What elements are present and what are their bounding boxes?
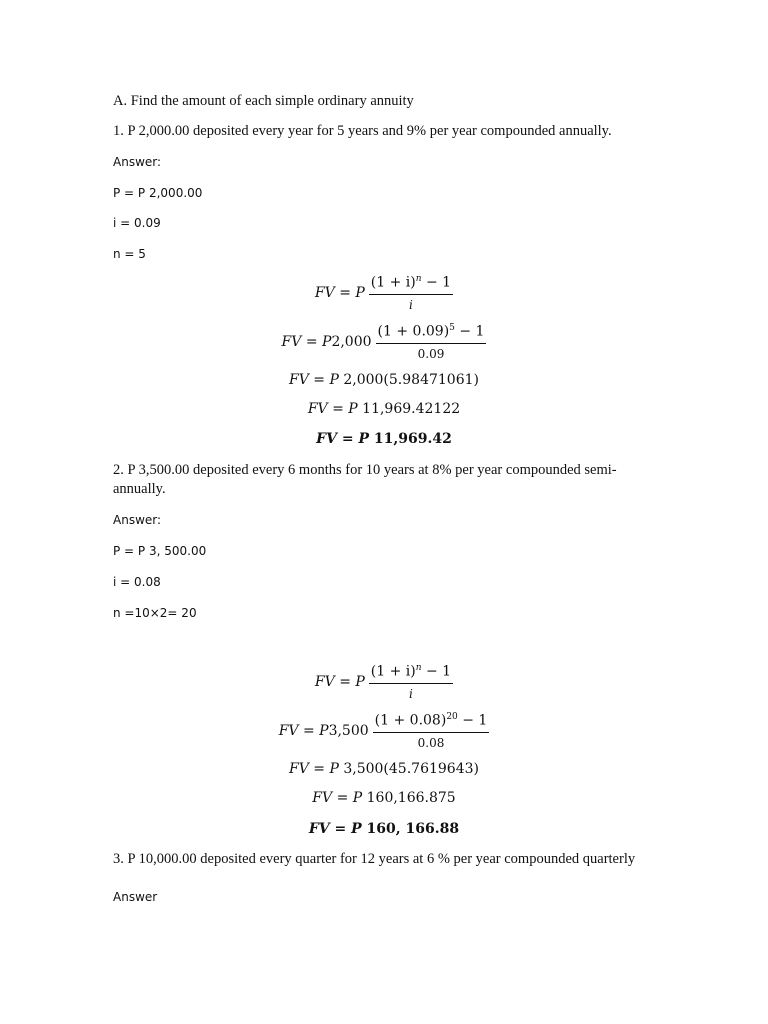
problem-2-step-2 (0, 790, 768, 806)
formula-numerator: (1 + i) (370, 274, 416, 291)
step-lhs: FV (289, 761, 309, 777)
problem-2-step-1 (0, 761, 768, 777)
subst-lhs: FV (281, 333, 302, 350)
final-p: P (351, 821, 362, 837)
subst-principal: 2,000 (331, 333, 372, 350)
final-value: 160, 166.88 (361, 821, 460, 837)
equals-sign: = (313, 761, 326, 777)
problem-1-step-2 (0, 401, 768, 417)
problem-3-prompt: 3. P 10,000.00 deposited every quarter for 12 years at 6 % per year compounded quarterly (113, 851, 636, 867)
problem-3-answer-label: Answer (113, 890, 158, 904)
step-lhs: FV (289, 372, 309, 388)
problem-1-given-p: P = P 2,000.00 (113, 186, 203, 200)
final-lhs: FV (308, 821, 330, 837)
equals-sign: = (339, 673, 351, 690)
final-lhs: FV (316, 431, 337, 447)
subst-exponent: 20 (446, 712, 458, 722)
subst-numerator-tail: − 1 (457, 712, 488, 729)
subst-denominator: 0.08 (417, 735, 445, 750)
formula-exponent: n (415, 663, 422, 673)
final-value: 11,969.42 (369, 431, 452, 447)
equals-sign: = (334, 821, 347, 837)
problem-2-prompt-line-2: annually. (113, 481, 166, 497)
problem-1-substitution (0, 323, 768, 361)
step-lhs: FV (312, 790, 333, 806)
equals-sign: = (341, 431, 354, 447)
formula-exponent: n (415, 274, 422, 284)
formula-lhs: FV (314, 284, 335, 301)
formula-lhs: FV (314, 673, 335, 690)
formula-denominator: i (409, 686, 413, 701)
problem-2-prompt-line-1: 2. P 3,500.00 deposited every 6 months for 10 years at 8% per year compounded semi- (113, 462, 617, 478)
step-lhs: FV (307, 401, 328, 417)
equals-sign: = (332, 401, 344, 417)
subst-principal: 3,500 (328, 722, 369, 739)
problem-1-step-1 (0, 372, 768, 388)
problem-2-given-i: i = 0.08 (113, 575, 161, 589)
problem-2-given-n: n =10×2= 20 (113, 606, 197, 620)
formula-numerator: (1 + i) (370, 663, 416, 680)
subst-fraction (373, 712, 490, 750)
section-title: A. Find the amount of each simple ordinary annuity (113, 93, 414, 109)
formula-denominator: i (409, 297, 413, 312)
step-p: P (352, 790, 363, 806)
step-p: P (329, 761, 339, 777)
problem-2-answer-label: Answer: (113, 513, 162, 527)
formula-fraction (369, 663, 453, 701)
subst-denominator: 0.09 (417, 346, 445, 361)
subst-p: P (322, 333, 332, 350)
problem-1-answer-label: Answer: (113, 155, 162, 169)
step-value: 3,500(45.7619643) (338, 761, 479, 777)
equals-sign: = (336, 790, 349, 806)
problem-1-prompt: 1. P 2,000.00 deposited every year for 5 years and 9% per year compounded annually. (113, 123, 612, 139)
step-value: 2,000(5.98471061) (338, 372, 479, 388)
subst-numerator: (1 + 0.08) (374, 712, 447, 729)
step-p: P (348, 401, 358, 417)
subst-fraction (376, 323, 487, 361)
equals-sign: = (313, 372, 326, 388)
equals-sign: = (305, 333, 318, 350)
problem-1-given-n: n = 5 (113, 247, 146, 261)
problem-1-final-answer (0, 431, 768, 447)
equals-sign: = (339, 284, 351, 301)
step-p: P (329, 372, 339, 388)
subst-exponent: 5 (449, 323, 455, 333)
formula-p: P (355, 284, 365, 301)
problem-2-final-answer (0, 821, 768, 837)
problem-2-substitution (0, 712, 768, 750)
formula-p: P (355, 673, 365, 690)
problem-1-given-i: i = 0.09 (113, 216, 161, 230)
subst-numerator: (1 + 0.09) (377, 323, 450, 340)
final-p: P (358, 431, 369, 447)
problem-2-given-p: P = P 3, 500.00 (113, 544, 207, 558)
formula-numerator-tail: − 1 (421, 663, 452, 680)
subst-lhs: FV (278, 722, 299, 739)
step-value: 11,969.42122 (357, 401, 461, 417)
formula-numerator-tail: − 1 (421, 274, 452, 291)
subst-numerator-tail: − 1 (454, 323, 485, 340)
subst-p: P (319, 722, 329, 739)
step-value: 160,166.875 (362, 790, 456, 806)
problem-2-formula (0, 663, 768, 701)
formula-fraction (369, 274, 453, 312)
equals-sign: = (302, 722, 315, 739)
problem-1-formula (0, 274, 768, 312)
